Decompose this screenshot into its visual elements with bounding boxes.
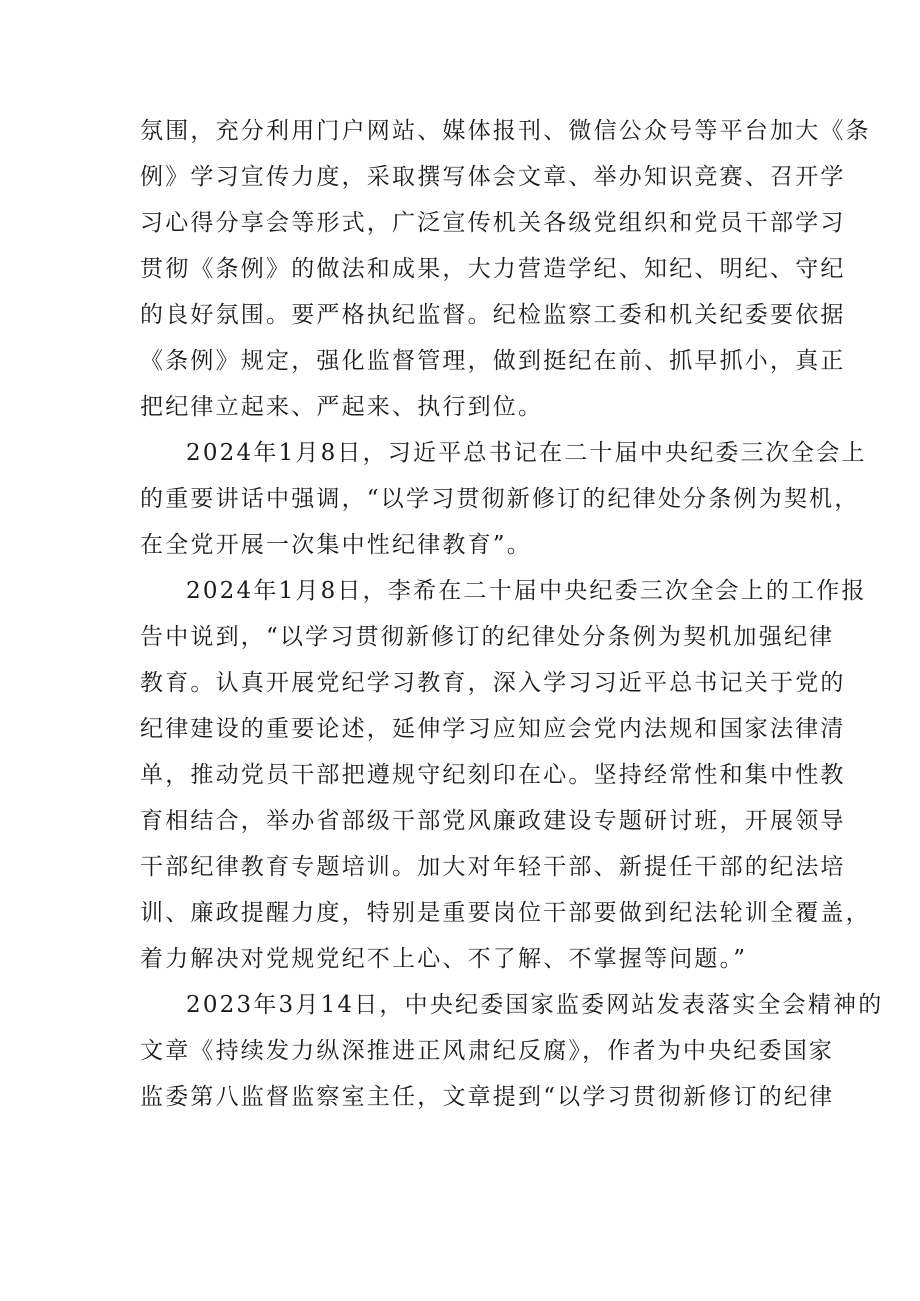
text-line: 《条例》规定，强化监督管理，做到挺纪在前、抓早抓小，真正 [140,348,846,374]
text-line: 干部纪律教育专题培训。加大对年轻干部、新提任干部的纪法培 [140,854,846,880]
text-line: 2023年3月14日，中央纪委国家监委网站发表落实全会精神的 [186,992,884,1018]
text-line: 氛围，充分利用门户网站、媒体报刊、微信公众号等平台加大《条 [140,118,871,144]
text-line: 的重要讲话中强调，“以学习贯彻新修订的纪律处分条例为契机， [140,486,860,512]
text-line: 把纪律立起来、严起来、执行到位。 [140,394,544,420]
text-line: 监委第八监督监察室主任，文章提到“以学习贯彻新修订的纪律 [140,1084,835,1110]
text-line: 教育。认真开展党纪学习教育，深入学习习近平总书记关于党的 [140,670,846,696]
text-line: 2024年1月8日，李希在二十届中央纪委三次全会上的工作报 [186,578,867,604]
text-line: 习心得分享会等形式，广泛宣传机关各级党组织和党员干部学习 [140,210,846,236]
text-line: 例》学习宣传力度，采取撰写体会文章、举办知识竞赛、召开学 [140,164,846,190]
text-line: 贯彻《条例》的做法和成果，大力营造学纪、知纪、明纪、守纪 [140,256,846,282]
text-line: 2024年1月8日，习近平总书记在二十届中央纪委三次全会上 [186,440,867,466]
text-line: 告中说到，“以学习贯彻新修订的纪律处分条例为契机加强纪律 [140,624,835,650]
text-line: 训、廉政提醒力度，特别是重要岗位干部要做到纪法轮训全覆盖， [140,900,871,926]
text-line: 的良好氛围。要严格执纪监督。纪检监察工委和机关纪委要依据 [140,302,846,328]
text-line: 单，推动党员干部把遵规守纪刻印在心。坚持经常性和集中性教 [140,762,846,788]
text-line: 纪律建设的重要论述，延伸学习应知应会党内法规和国家法律清 [140,716,846,742]
text-line: 文章《持续发力纵深推进正风肃纪反腐》，作者为中央纪委国家 [140,1038,835,1064]
text-line: 着力解决对党规党纪不上心、不了解、不掌握等问题。” [140,946,748,972]
text-line: 育相结合，举办省部级干部党风廉政建设专题研讨班，开展领导 [140,808,846,834]
document-body [140,108,884,1120]
text-line: 在全党开展一次集中性纪律教育”。 [140,532,532,558]
